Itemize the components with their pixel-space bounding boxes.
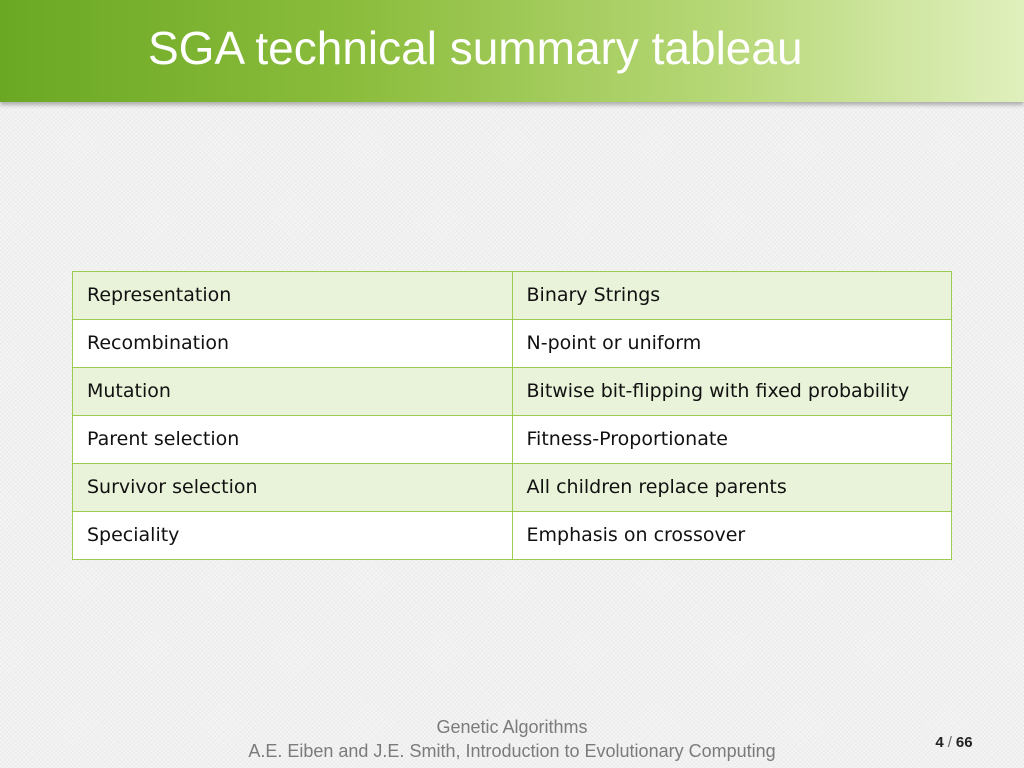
title-bar — [0, 0, 1024, 102]
footer-book-reference: A.E. Eiben and J.E. Smith, Introduction to Evolutionary Computing — [248, 741, 776, 761]
table-row — [73, 320, 952, 368]
row-value: All children replace parents — [512, 464, 952, 512]
row-value: Emphasis on crossover — [512, 512, 952, 560]
table-row — [73, 416, 952, 464]
table-row — [73, 464, 952, 512]
row-value: Binary Strings — [512, 272, 952, 320]
slide-footer — [212, 715, 812, 763]
table-row — [73, 512, 952, 560]
slide-title: SGA technical summary tableau — [148, 22, 803, 74]
row-label: Mutation — [73, 368, 513, 416]
page-separator: / — [947, 734, 952, 751]
current-page: 4 — [935, 734, 944, 751]
table-row — [73, 368, 952, 416]
page-number — [914, 733, 994, 753]
row-value: Bitwise bit-flipping with fixed probability — [512, 368, 952, 416]
row-label: Speciality — [73, 512, 513, 560]
row-label: Parent selection — [73, 416, 513, 464]
row-value: Fitness-Proportionate — [512, 416, 952, 464]
footer-course-title: Genetic Algorithms — [436, 717, 588, 737]
row-value: N-point or uniform — [512, 320, 952, 368]
row-label: Representation — [73, 272, 513, 320]
summary-table — [72, 271, 952, 560]
row-label: Survivor selection — [73, 464, 513, 512]
table-row — [73, 272, 952, 320]
row-label: Recombination — [73, 320, 513, 368]
total-pages: 66 — [955, 734, 973, 751]
